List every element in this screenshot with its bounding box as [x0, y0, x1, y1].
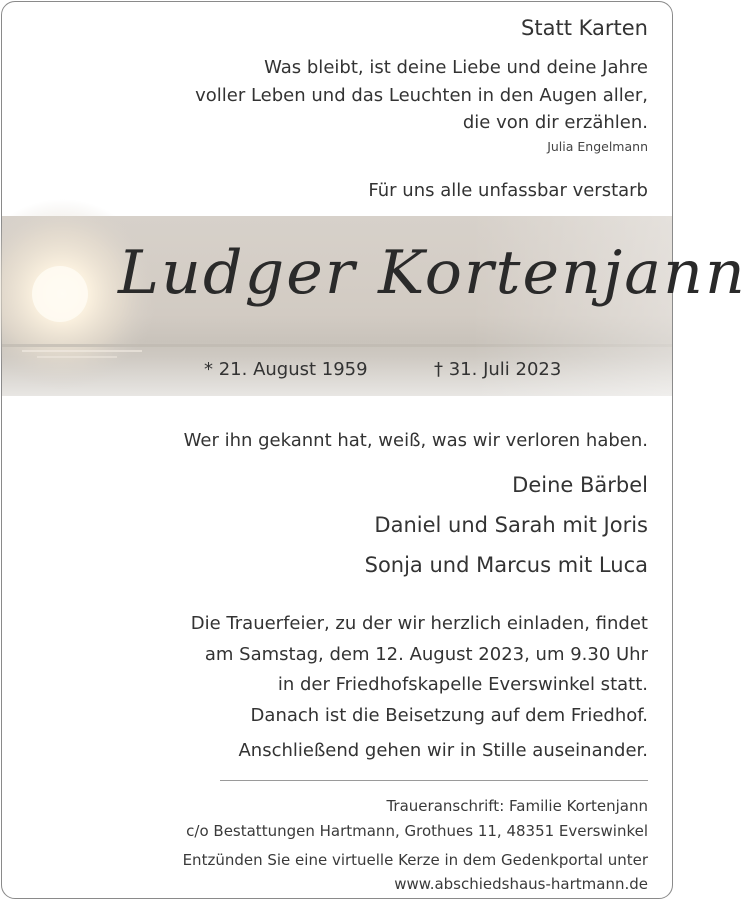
service-line: am Samstag, dem 12. August 2023, um 9.30 Uhr: [204, 643, 648, 665]
mourner: Sonja und Marcus mit Luca: [364, 553, 648, 577]
closing-line: Anschließend gehen wir in Stille auseinander.: [238, 740, 648, 761]
intro-text: Für uns alle unfassbar verstarb: [368, 180, 648, 201]
portal-text: Entzünden Sie eine virtuelle Kerze in dem Gedenkportal unter: [182, 851, 648, 869]
obituary-notice: [1, 1, 747, 899]
header-statt-karten: Statt Karten: [521, 16, 648, 40]
motto: Wer ihn gekannt hat, weiß, was wir verloren haben.: [183, 430, 648, 451]
divider: [220, 780, 648, 781]
quote-line: Was bleibt, ist deine Liebe und deine Jahre: [264, 57, 648, 78]
address-line: c/o Bestattungen Hartmann, Grothues 11, 48351 Everswinkel: [186, 822, 648, 840]
address-line: Traueranschrift: Familie Kortenjann: [386, 797, 648, 815]
quote: [195, 54, 648, 137]
quote-line: die von dir erzählen.: [462, 112, 648, 133]
memorial-portal: [183, 848, 648, 896]
condolence-address: [186, 794, 648, 844]
funeral-service-info: [191, 609, 648, 731]
quote-author: Julia Engelmann: [547, 139, 648, 154]
quote-line: voller Leben und das Leuchten in den Augen aller,: [195, 84, 648, 106]
service-line: Danach ist die Beisetzung auf dem Friedhof.: [250, 704, 648, 726]
mourner: Daniel und Sarah mit Joris: [374, 513, 648, 537]
deceased-name: Ludger Kortenjann: [118, 238, 747, 308]
mourner: Deine Bärbel: [512, 473, 648, 497]
service-line: Die Trauerfeier, zu der wir herzlich einladen, findet: [190, 613, 648, 634]
service-line: in der Friedhofskapelle Everswinkel statt.: [277, 674, 648, 695]
birth-date: * 21. August 1959: [204, 359, 368, 380]
death-date: † 31. Juli 2023: [434, 359, 562, 380]
portal-link[interactable]: www.abschiedshaus-hartmann.de: [394, 875, 648, 893]
